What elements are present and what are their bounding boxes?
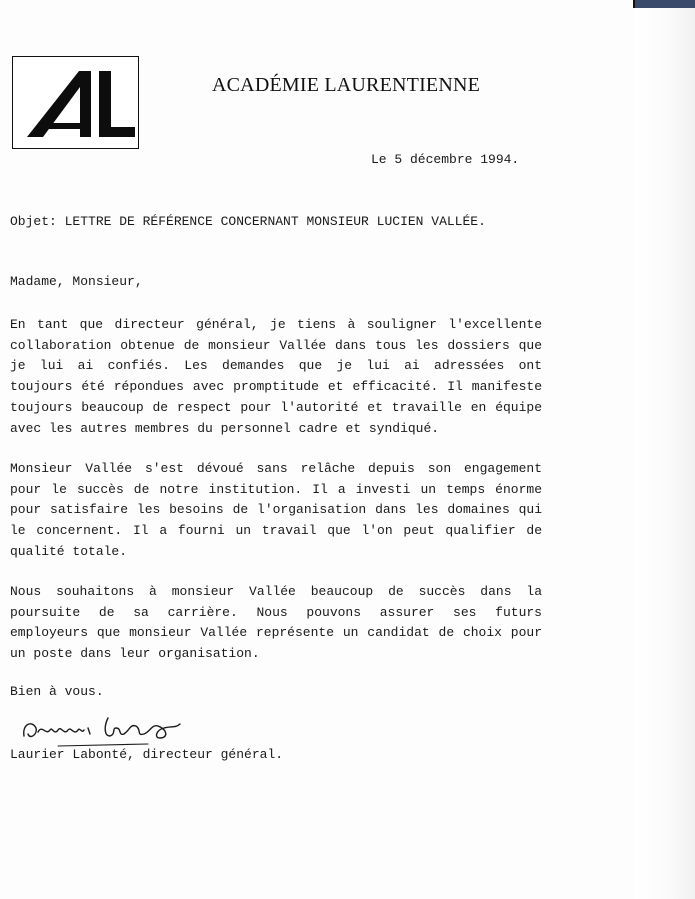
text-line: En tant que directeur général, je tiens à souligner l'excellente — [10, 317, 542, 332]
text-line: qualité totale. — [10, 543, 128, 559]
text-line: avec les autres membres du personnel cadre et syndiqué. — [10, 420, 440, 436]
text-line: collaboration obtenue de monsieur Vallée dans tous les dossiers que — [10, 337, 542, 353]
letter-date: Le 5 décembre 1994. — [371, 152, 520, 167]
paragraph-1 — [10, 315, 542, 439]
signer-name: Laurier Labonté, directeur général. — [10, 747, 284, 762]
page-edge — [635, 0, 695, 899]
text-line: le concernent. Il a fourni un travail que l'on peut qualifier de — [10, 523, 542, 539]
salutation: Madame, Monsieur, — [10, 274, 143, 289]
letter-subject: Objet: LETTRE DE RÉFÉRENCE CONCERNANT MONSIEUR LUCIEN VALLÉE. — [10, 214, 486, 229]
text-line: toujours beaucoup de respect pour l'autorité et travaille en équipe — [10, 399, 542, 415]
text-line: poursuite de sa carrière. Nous pouvons assurer ses futurs — [10, 604, 542, 620]
paragraph-3 — [10, 582, 542, 665]
text-line: Nous souhaitons à monsieur Vallée beaucoup de succès dans la — [10, 584, 542, 599]
scan-corner-mark — [633, 0, 695, 8]
text-line: Monsieur Vallée s'est dévoué sans relâche depuis son engagement — [10, 461, 542, 476]
text-line: pour satisfaire les besoins de l'organisation dans les domaines qui — [10, 502, 542, 518]
text-line: pour le succès de notre institution. Il a investi un temps énorme — [10, 481, 542, 497]
text-line: toujours été répondues avec promptitude et efficacité. Il manifeste — [10, 379, 542, 395]
academie-logo — [12, 56, 139, 149]
signature-icon — [18, 710, 188, 750]
handwritten-signature — [18, 710, 188, 750]
text-line: employeurs que monsieur Vallée représente un candidat de choix pour — [10, 625, 542, 641]
text-line: un poste dans leur organisation. — [10, 646, 260, 662]
organization-name: ACADÉMIE LAURENTIENNE — [212, 74, 481, 96]
paragraph-2 — [10, 459, 542, 563]
al-logo-icon — [13, 57, 138, 148]
text-line: je lui ai confiés. Les demandes que je lui ai adressées ont — [10, 358, 542, 374]
closing: Bien à vous. — [10, 684, 104, 699]
